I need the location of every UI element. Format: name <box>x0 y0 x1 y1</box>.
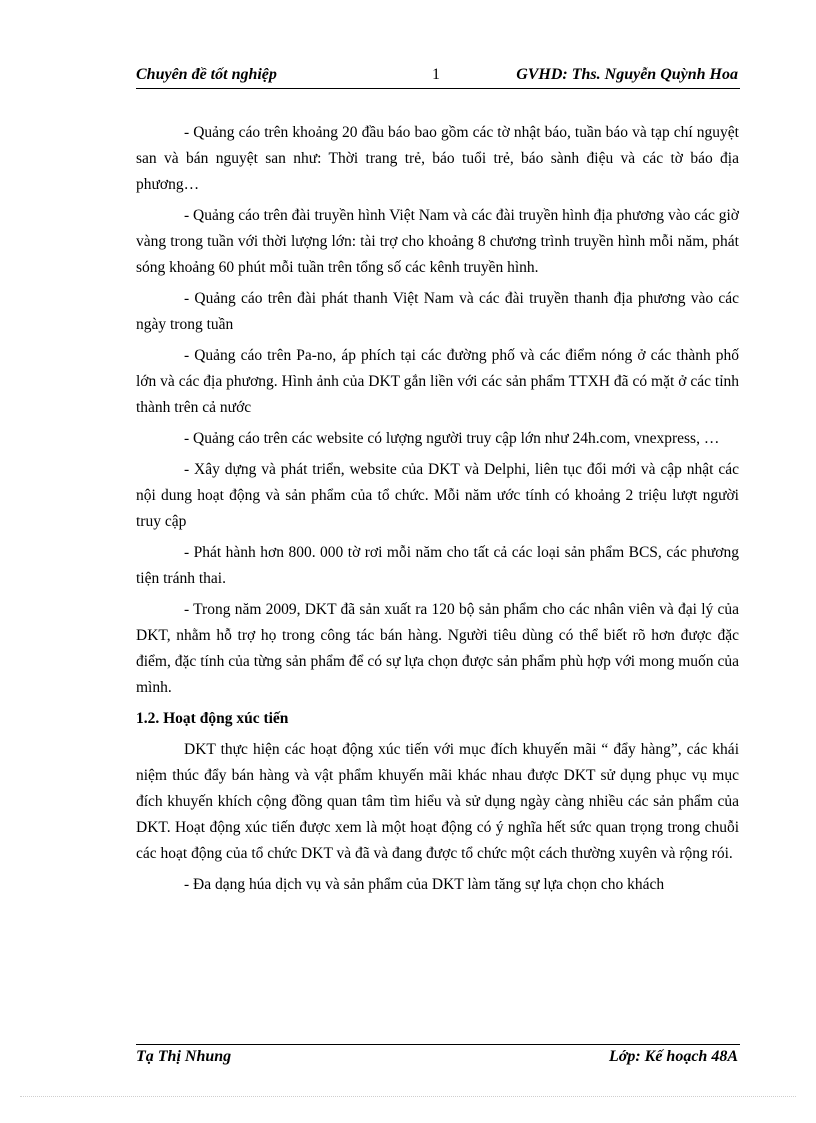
paragraph: - Quảng cáo trên đài phát thanh Việt Nam và các đài truyền thanh địa phương vào các ngày trong tuần <box>136 290 739 333</box>
header-title: Chuyên đề tốt nghiệp <box>136 66 277 83</box>
paragraph: - Phát hành hơn 800. 000 tờ rơi mỗi năm cho tất cả các loại sản phẩm BCS, các phương tiện tránh thai. <box>136 544 739 587</box>
page-edge-divider <box>20 1096 796 1097</box>
paragraph: DKT thực hiện các hoạt động xúc tiến với mục đích khuyến mãi “ đẩy hàng”, các khái niệm thúc đẩy bán hàng và vật phẩm khuyến mãi khác nhau được DKT sử dụng phục vụ mục đích khuyến khích cộng đồng quan tâm tìm hiểu và sử dụng ngày càng nhiều các sản phẩm của DKT. Hoạt động xúc tiến được xem là một hoạt động có ý nghĩa hết sức quan trọng trong chuỗi các hoạt động của tổ chức DKT và đã và đang được tổ chức một cách thường xuyên và rộng rói. <box>136 741 739 862</box>
page-footer <box>136 1044 740 1069</box>
paragraph: - Quảng cáo trên khoảng 20 đầu báo bao gồm các tờ nhật báo, tuần báo và tạp chí nguyệt san và bán nguyệt san như: Thời trang trẻ, báo tuổi trẻ, báo sành điệu và các tờ báo địa phương… <box>136 124 739 193</box>
document-body <box>136 120 739 903</box>
footer-class: Lớp: Kế hoạch 48A <box>608 1048 738 1065</box>
paragraph: - Quảng cáo trên Pa-no, áp phích tại các đường phố và các điểm nóng ở các thành phố lớn và các địa phương. Hình ảnh của DKT gắn liền với các sản phẩm TTXH đã có mặt ở các tỉnh thành trên cả nước <box>136 347 739 416</box>
paragraph: - Quảng cáo trên đài truyền hình Việt Nam và các đài truyền hình địa phương vào các giờ vàng trong tuần với thời lượng lớn: tài trợ cho khoảng 8 chương trình truyền hình mỗi năm, phát sóng khoảng 60 phút mỗi tuần trên tổng số các kênh truyền hình. <box>136 207 739 276</box>
page-number: 1 <box>432 66 440 83</box>
footer-author: Tạ Thị Nhung <box>136 1048 232 1065</box>
paragraph: - Đa dạng húa dịch vụ và sản phẩm của DKT làm tăng sự lựa chọn cho khách <box>184 876 665 893</box>
paragraph: - Xây dựng và phát triển, website của DKT và Delphi, liên tục đổi mới và cập nhật các nội dung hoạt động và sản phẩm của tổ chức. Mỗi năm ước tính có khoảng 2 triệu lượt người truy cập <box>136 461 739 530</box>
header-supervisor: GVHD: Ths. Nguyễn Quỳnh Hoa <box>516 66 738 83</box>
section-heading: 1.2. Hoạt động xúc tiến <box>136 710 289 727</box>
paragraph: - Quảng cáo trên các website có lượng người truy cập lớn như 24h.com, vnexpress, … <box>184 430 720 447</box>
page-header <box>136 64 740 89</box>
paragraph: - Trong năm 2009, DKT đã sản xuất ra 120 bộ sản phẩm cho các nhân viên và đại lý của DKT, nhằm hỗ trợ họ trong công tác bán hàng. Người tiêu dùng có thể biết rõ hơn được đặc điểm, đặc tính của từng sản phẩm để có sự lựa chọn được sản phẩm phù hợp với mong muốn của mình. <box>136 601 739 696</box>
